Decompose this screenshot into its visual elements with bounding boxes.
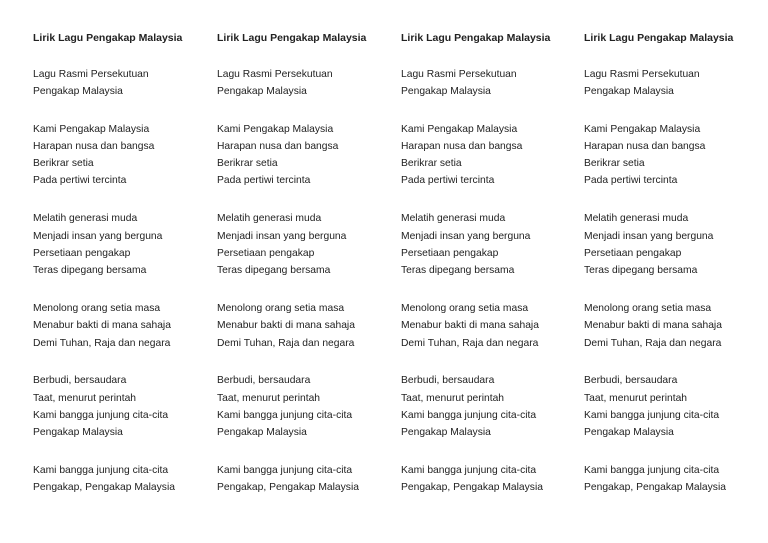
lyric-line: Melatih generasi muda	[33, 213, 138, 225]
lyric-line: Pengakap Malaysia	[217, 427, 307, 439]
lyric-line: Menolong orang setia masa	[217, 302, 345, 314]
lyric-line: Menjadi insan yang berguna	[584, 230, 714, 242]
lyric-line: Menabur bakti di mana sahaja	[401, 320, 539, 332]
lyric-line: Kami bangga junjung cita-cita	[33, 409, 169, 421]
lyric-line: Berbudi, bersaudara	[217, 375, 311, 387]
lyric-line: Kami bangga junjung cita-cita	[401, 465, 537, 477]
lyric-line: Pengakap, Pengakap Malaysia	[401, 482, 543, 494]
lyric-line: Harapan nusa dan bangsa	[217, 140, 339, 152]
stanza-6	[217, 462, 397, 497]
stanza-2	[33, 121, 213, 190]
lyric-line: Berbudi, bersaudara	[33, 375, 127, 387]
lyric-line: Pada pertiwi tercinta	[33, 175, 127, 187]
lyric-line: Menjadi insan yang berguna	[401, 230, 531, 242]
lyric-line: Pengakap Malaysia	[33, 427, 123, 439]
lyric-line: Kami Pengakap Malaysia	[401, 123, 518, 135]
stanza-2	[401, 121, 581, 190]
stanza-1	[33, 66, 213, 101]
lyric-line: Kami bangga junjung cita-cita	[584, 465, 720, 477]
stanza-5	[33, 372, 213, 441]
lyric-line: Teras dipegang bersama	[584, 265, 698, 277]
lyrics-column-3	[401, 31, 581, 497]
lyric-line: Lagu Rasmi Persekutuan	[33, 68, 149, 80]
stanza-6	[401, 462, 581, 497]
stanza-4	[217, 300, 397, 352]
lyrics-column-1	[33, 31, 213, 497]
lyric-line: Kami bangga junjung cita-cita	[217, 465, 353, 477]
lyrics-column-2	[217, 31, 397, 497]
lyric-line: Berikrar setia	[401, 158, 462, 170]
lyric-line: Pengakap, Pengakap Malaysia	[584, 482, 726, 494]
lyric-line: Lagu Rasmi Persekutuan	[217, 68, 333, 80]
stanza-3	[33, 210, 213, 279]
lyric-line: Demi Tuhan, Raja dan negara	[401, 337, 539, 349]
lyric-line: Lagu Rasmi Persekutuan	[401, 68, 517, 80]
lyrics-title: Lirik Lagu Pengakap Malaysia	[584, 32, 734, 44]
stanza-6	[33, 462, 213, 497]
stanza-6	[584, 462, 764, 497]
lyric-line: Taat, menurut perintah	[401, 392, 505, 404]
lyric-line: Kami bangga junjung cita-cita	[33, 465, 169, 477]
lyric-line: Melatih generasi muda	[217, 213, 322, 225]
lyric-line: Menabur bakti di mana sahaja	[217, 320, 355, 332]
lyric-line: Lagu Rasmi Persekutuan	[584, 68, 700, 80]
lyric-line: Menjadi insan yang berguna	[33, 230, 163, 242]
stanza-1	[401, 66, 581, 101]
lyric-line: Pengakap Malaysia	[584, 427, 674, 439]
lyric-line: Persetiaan pengakap	[217, 247, 315, 259]
lyric-line: Pada pertiwi tercinta	[584, 175, 678, 187]
lyric-line: Kami Pengakap Malaysia	[217, 123, 334, 135]
lyric-line: Pengakap Malaysia	[401, 85, 491, 97]
stanza-5	[217, 372, 397, 441]
lyric-line: Harapan nusa dan bangsa	[401, 140, 523, 152]
lyric-line: Demi Tuhan, Raja dan negara	[584, 337, 722, 349]
lyric-line: Berikrar setia	[33, 158, 94, 170]
stanza-2	[584, 121, 764, 190]
lyric-line: Melatih generasi muda	[584, 213, 689, 225]
stanza-5	[401, 372, 581, 441]
stanza-3	[217, 210, 397, 279]
lyric-line: Harapan nusa dan bangsa	[584, 140, 706, 152]
lyric-line: Menabur bakti di mana sahaja	[584, 320, 722, 332]
lyric-line: Persetiaan pengakap	[584, 247, 682, 259]
lyric-line: Pada pertiwi tercinta	[217, 175, 311, 187]
lyric-line: Taat, menurut perintah	[33, 392, 137, 404]
lyric-line: Menjadi insan yang berguna	[217, 230, 347, 242]
stanza-5	[584, 372, 764, 441]
lyric-line: Teras dipegang bersama	[401, 265, 515, 277]
lyric-line: Berikrar setia	[217, 158, 278, 170]
lyric-line: Kami Pengakap Malaysia	[584, 123, 701, 135]
lyric-line: Melatih generasi muda	[401, 213, 506, 225]
lyric-line: Kami bangga junjung cita-cita	[584, 409, 720, 421]
lyric-line: Taat, menurut perintah	[584, 392, 688, 404]
lyric-line: Teras dipegang bersama	[33, 265, 147, 277]
lyric-line: Pengakap, Pengakap Malaysia	[33, 482, 175, 494]
lyric-line: Menolong orang setia masa	[33, 302, 161, 314]
stanza-1	[584, 66, 764, 101]
lyrics-title: Lirik Lagu Pengakap Malaysia	[217, 32, 367, 44]
lyrics-title: Lirik Lagu Pengakap Malaysia	[401, 32, 551, 44]
stanza-4	[401, 300, 581, 352]
lyric-line: Kami Pengakap Malaysia	[33, 123, 150, 135]
lyric-line: Harapan nusa dan bangsa	[33, 140, 155, 152]
lyric-line: Menolong orang setia masa	[584, 302, 712, 314]
lyric-line: Kami bangga junjung cita-cita	[217, 409, 353, 421]
lyric-line: Pengakap, Pengakap Malaysia	[217, 482, 359, 494]
lyric-line: Persetiaan pengakap	[401, 247, 499, 259]
lyric-line: Teras dipegang bersama	[217, 265, 331, 277]
stanza-2	[217, 121, 397, 190]
lyric-line: Kami bangga junjung cita-cita	[401, 409, 537, 421]
lyrics-column-4	[584, 31, 764, 497]
lyric-line: Berbudi, bersaudara	[584, 375, 678, 387]
lyric-line: Pengakap Malaysia	[33, 85, 123, 97]
lyric-line: Persetiaan pengakap	[33, 247, 131, 259]
stanza-4	[33, 300, 213, 352]
stanza-4	[584, 300, 764, 352]
lyric-line: Demi Tuhan, Raja dan negara	[33, 337, 171, 349]
lyric-line: Taat, menurut perintah	[217, 392, 321, 404]
lyric-line: Menabur bakti di mana sahaja	[33, 320, 171, 332]
lyric-line: Berbudi, bersaudara	[401, 375, 495, 387]
lyric-line: Pengakap Malaysia	[584, 85, 674, 97]
stanza-3	[401, 210, 581, 279]
lyric-line: Pada pertiwi tercinta	[401, 175, 495, 187]
stanza-1	[217, 66, 397, 101]
lyric-line: Pengakap Malaysia	[217, 85, 307, 97]
lyric-line: Demi Tuhan, Raja dan negara	[217, 337, 355, 349]
stanza-3	[584, 210, 764, 279]
lyrics-title: Lirik Lagu Pengakap Malaysia	[33, 32, 183, 44]
lyric-line: Pengakap Malaysia	[401, 427, 491, 439]
lyric-line: Berikrar setia	[584, 158, 645, 170]
lyric-line: Menolong orang setia masa	[401, 302, 529, 314]
